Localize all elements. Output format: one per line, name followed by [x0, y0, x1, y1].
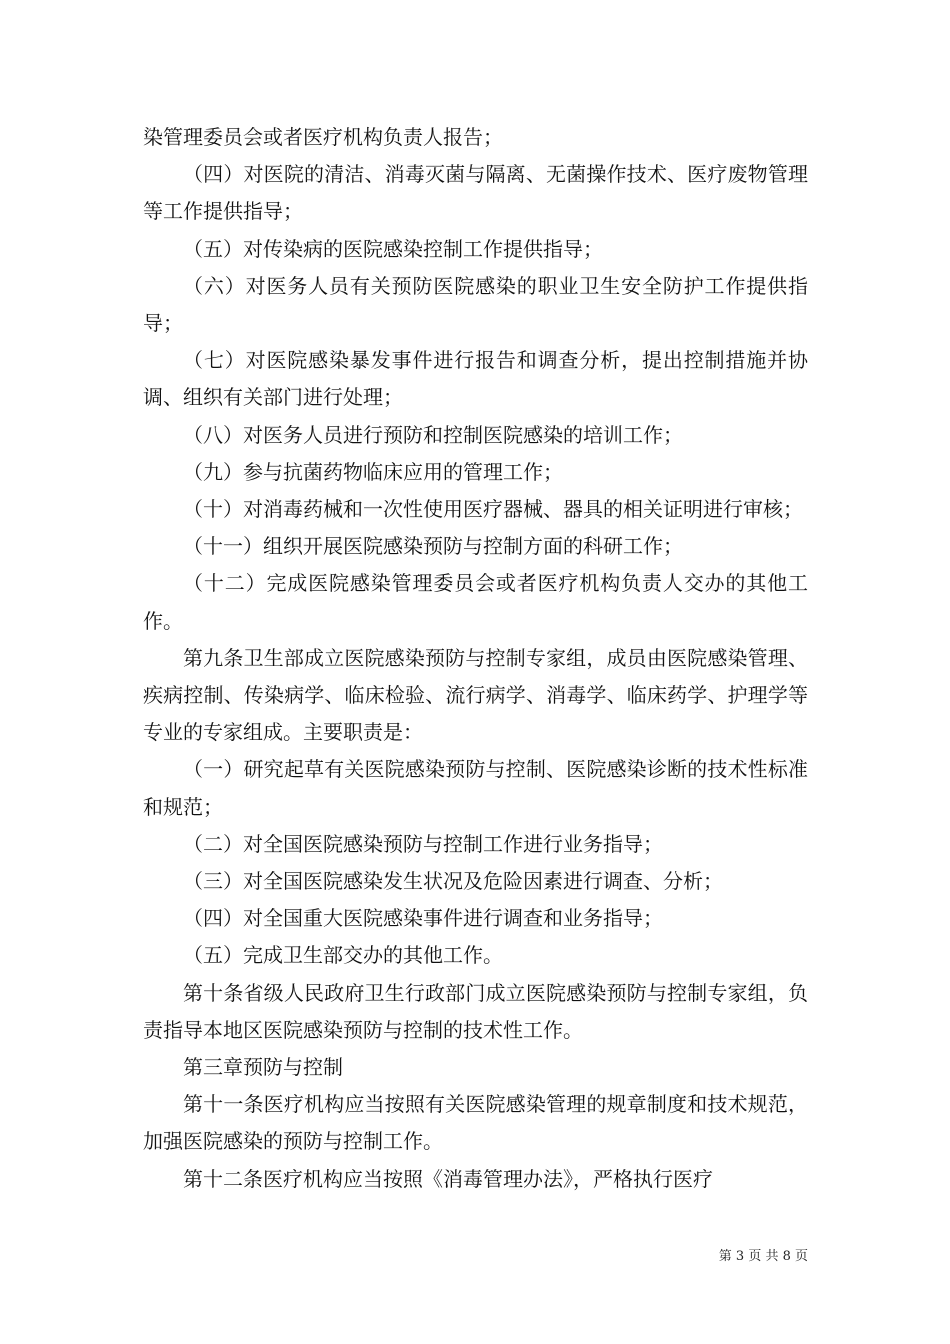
page-number-footer: 第 3 页 共 8 页	[718, 1249, 808, 1264]
article-paragraph: 第十一条医疗机构应当按照有关医院感染管理的规章制度和技术规范，加强医院感染的预防与控制工作。	[143, 1092, 808, 1154]
document-body	[143, 119, 808, 1198]
paragraph: （五）完成卫生部交办的其他工作。	[183, 943, 503, 968]
chapter-heading: 第三章预防与控制	[183, 1055, 343, 1080]
paragraph: （二）对全国医院感染预防与控制工作进行业务指导；	[183, 831, 663, 856]
article-paragraph: 第十二条医疗机构应当按照《消毒管理办法》，严格执行医疗	[183, 1166, 713, 1191]
paragraph: （十二）完成医院感染管理委员会或者医疗机构负责人交办的其他工作。	[143, 571, 808, 633]
paragraph: （五）对传染病的医院感染控制工作提供指导；	[183, 236, 603, 261]
article-paragraph: 第九条卫生部成立医院感染预防与控制专家组，成员由医院感染管理、疾病控制、传染病学、临床检验、流行病学、消毒学、临床药学、护理学等专业的专家组成。主要职责是：	[143, 645, 808, 745]
paragraph: （七）对医院感染暴发事件进行报告和调查分析，提出控制措施并协调、组织有关部门进行处理；	[143, 348, 808, 410]
paragraph: （十一）组织开展医院感染预防与控制方面的科研工作；	[183, 534, 683, 559]
paragraph-continuation: 染管理委员会或者医疗机构负责人报告；	[143, 125, 503, 149]
paragraph: （四）对医院的清洁、消毒灭菌与隔离、无菌操作技术、医疗废物管理等工作提供指导；	[143, 162, 808, 224]
paragraph: （一）研究起草有关医院感染预防与控制、医院感染诊断的技术性标准和规范；	[143, 757, 808, 819]
paragraph: （三）对全国医院感染发生状况及危险因素进行调查、分析；	[183, 869, 723, 894]
paragraph: （四）对全国重大医院感染事件进行调查和业务指导；	[183, 906, 663, 931]
paragraph: （九）参与抗菌药物临床应用的管理工作；	[183, 459, 563, 484]
article-paragraph: 第十条省级人民政府卫生行政部门成立医院感染预防与控制专家组，负责指导本地区医院感染预防与控制的技术性工作。	[143, 980, 808, 1042]
paragraph: （十）对消毒药械和一次性使用医疗器械、器具的相关证明进行审核；	[183, 497, 803, 522]
paragraph: （六）对医务人员有关预防医院感染的职业卫生安全防护工作提供指导；	[143, 273, 808, 336]
paragraph: （八）对医务人员进行预防和控制医院感染的培训工作；	[183, 422, 683, 447]
